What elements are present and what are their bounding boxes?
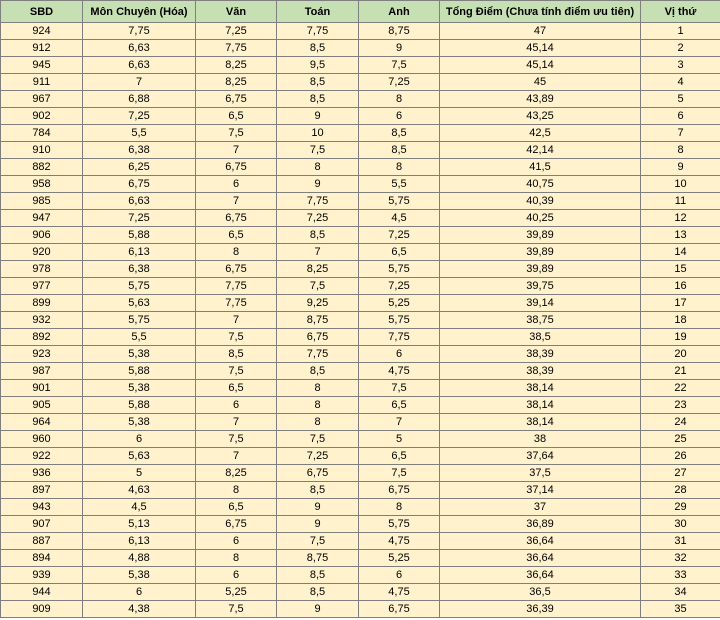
- cell-total[interactable]: 39,14: [440, 295, 641, 312]
- cell-rank[interactable]: 2: [641, 40, 720, 57]
- cell-literature[interactable]: 7,5: [196, 601, 277, 618]
- cell-total[interactable]: 37,14: [440, 482, 641, 499]
- table-header: [1, 1, 720, 23]
- cell-sbd[interactable]: 967: [1, 91, 83, 108]
- cell-english[interactable]: 8,5: [359, 142, 440, 159]
- cell-total[interactable]: 36,5: [440, 584, 641, 601]
- header-literature: Văn: [196, 1, 277, 23]
- cell-sbd[interactable]: 923: [1, 346, 83, 363]
- cell-rank[interactable]: 29: [641, 499, 720, 516]
- cell-rank[interactable]: 16: [641, 278, 720, 295]
- cell-english[interactable]: 8: [359, 499, 440, 516]
- cell-math[interactable]: 9: [277, 601, 359, 618]
- cell-total[interactable]: 38: [440, 431, 641, 448]
- table-row: [1, 482, 720, 499]
- cell-english[interactable]: 5,5: [359, 176, 440, 193]
- cell-english[interactable]: 5,75: [359, 193, 440, 210]
- cell-english[interactable]: 7,25: [359, 227, 440, 244]
- cell-total[interactable]: 39,89: [440, 261, 641, 278]
- cell-english[interactable]: 6: [359, 108, 440, 125]
- cell-english[interactable]: 6,5: [359, 244, 440, 261]
- cell-sbd[interactable]: 978: [1, 261, 83, 278]
- cell-sbd[interactable]: 901: [1, 380, 83, 397]
- cell-math[interactable]: 8,5: [277, 91, 359, 108]
- cell-sbd[interactable]: 936: [1, 465, 83, 482]
- cell-literature[interactable]: 7,5: [196, 329, 277, 346]
- cell-english[interactable]: 7: [359, 414, 440, 431]
- cell-english[interactable]: 4,75: [359, 363, 440, 380]
- header-sbd: SBD: [1, 1, 83, 23]
- cell-chemistry[interactable]: 4,88: [83, 550, 196, 567]
- cell-sbd[interactable]: 985: [1, 193, 83, 210]
- cell-math[interactable]: 10: [277, 125, 359, 142]
- cell-total[interactable]: 36,64: [440, 533, 641, 550]
- table-row: [1, 278, 720, 295]
- table-row: [1, 448, 720, 465]
- cell-math[interactable]: 7,5: [277, 142, 359, 159]
- cell-english[interactable]: 8,5: [359, 125, 440, 142]
- cell-total[interactable]: 39,89: [440, 244, 641, 261]
- cell-chemistry[interactable]: 6,63: [83, 40, 196, 57]
- cell-sbd[interactable]: 906: [1, 227, 83, 244]
- cell-chemistry[interactable]: 5,38: [83, 380, 196, 397]
- cell-rank[interactable]: 13: [641, 227, 720, 244]
- cell-chemistry[interactable]: 6: [83, 584, 196, 601]
- cell-rank[interactable]: 17: [641, 295, 720, 312]
- cell-sbd[interactable]: 882: [1, 159, 83, 176]
- cell-total[interactable]: 38,14: [440, 414, 641, 431]
- cell-chemistry[interactable]: 4,5: [83, 499, 196, 516]
- cell-math[interactable]: 8: [277, 380, 359, 397]
- cell-sbd[interactable]: 960: [1, 431, 83, 448]
- cell-total[interactable]: 43,89: [440, 91, 641, 108]
- cell-literature[interactable]: 6: [196, 533, 277, 550]
- cell-chemistry[interactable]: 6,38: [83, 142, 196, 159]
- cell-total[interactable]: 45: [440, 74, 641, 91]
- cell-literature[interactable]: 6: [196, 567, 277, 584]
- cell-total[interactable]: 36,64: [440, 567, 641, 584]
- cell-math[interactable]: 8,5: [277, 584, 359, 601]
- table-row: [1, 142, 720, 159]
- cell-english[interactable]: 5,25: [359, 295, 440, 312]
- cell-english[interactable]: 7,25: [359, 278, 440, 295]
- table-row: [1, 550, 720, 567]
- cell-rank[interactable]: 21: [641, 363, 720, 380]
- cell-sbd[interactable]: 902: [1, 108, 83, 125]
- cell-sbd[interactable]: 910: [1, 142, 83, 159]
- cell-rank[interactable]: 26: [641, 448, 720, 465]
- table-row: [1, 91, 720, 108]
- table-row: [1, 312, 720, 329]
- cell-sbd[interactable]: 945: [1, 57, 83, 74]
- cell-english[interactable]: 8,75: [359, 23, 440, 40]
- cell-sbd[interactable]: 944: [1, 584, 83, 601]
- cell-chemistry[interactable]: 6,13: [83, 244, 196, 261]
- cell-chemistry[interactable]: 6,13: [83, 533, 196, 550]
- cell-sbd[interactable]: 943: [1, 499, 83, 516]
- cell-sbd[interactable]: 932: [1, 312, 83, 329]
- table-row: [1, 601, 720, 618]
- cell-math[interactable]: 8,5: [277, 40, 359, 57]
- cell-literature[interactable]: 5,25: [196, 584, 277, 601]
- cell-math[interactable]: 7,5: [277, 431, 359, 448]
- cell-total[interactable]: 38,75: [440, 312, 641, 329]
- cell-sbd[interactable]: 905: [1, 397, 83, 414]
- cell-chemistry[interactable]: 7,75: [83, 23, 196, 40]
- cell-literature[interactable]: 6,5: [196, 380, 277, 397]
- table-row: [1, 516, 720, 533]
- cell-rank[interactable]: 5: [641, 91, 720, 108]
- table-row: [1, 329, 720, 346]
- cell-literature[interactable]: 8: [196, 550, 277, 567]
- cell-chemistry[interactable]: 7,25: [83, 210, 196, 227]
- cell-rank[interactable]: 31: [641, 533, 720, 550]
- table-row: [1, 74, 720, 91]
- cell-total[interactable]: 40,39: [440, 193, 641, 210]
- header-chemistry: Môn Chuyên (Hóa): [83, 1, 196, 23]
- cell-sbd[interactable]: 911: [1, 74, 83, 91]
- cell-math[interactable]: 9: [277, 516, 359, 533]
- cell-sbd[interactable]: 909: [1, 601, 83, 618]
- cell-english[interactable]: 8: [359, 91, 440, 108]
- table-row: [1, 567, 720, 584]
- table-row: [1, 159, 720, 176]
- cell-rank[interactable]: 28: [641, 482, 720, 499]
- header-math: Toán: [277, 1, 359, 23]
- cell-sbd[interactable]: 912: [1, 40, 83, 57]
- cell-chemistry[interactable]: 5,38: [83, 414, 196, 431]
- cell-literature[interactable]: 7: [196, 448, 277, 465]
- table-row: [1, 431, 720, 448]
- cell-rank[interactable]: 30: [641, 516, 720, 533]
- cell-math[interactable]: 9: [277, 108, 359, 125]
- cell-chemistry[interactable]: 6,63: [83, 193, 196, 210]
- cell-sbd[interactable]: 947: [1, 210, 83, 227]
- cell-english[interactable]: 4,75: [359, 533, 440, 550]
- cell-english[interactable]: 6,75: [359, 482, 440, 499]
- cell-literature[interactable]: 6,75: [196, 516, 277, 533]
- header-rank: Vị thứ: [641, 1, 720, 23]
- cell-math[interactable]: 9: [277, 499, 359, 516]
- cell-math[interactable]: 8,5: [277, 482, 359, 499]
- cell-literature[interactable]: 7: [196, 142, 277, 159]
- cell-sbd[interactable]: 897: [1, 482, 83, 499]
- header-total: Tổng Điểm (Chưa tính điểm ưu tiên): [440, 1, 641, 23]
- cell-chemistry[interactable]: 5,63: [83, 295, 196, 312]
- cell-rank[interactable]: 11: [641, 193, 720, 210]
- cell-sbd[interactable]: 899: [1, 295, 83, 312]
- cell-rank[interactable]: 12: [641, 210, 720, 227]
- table-row: [1, 346, 720, 363]
- cell-english[interactable]: 7,5: [359, 465, 440, 482]
- cell-math[interactable]: 8: [277, 159, 359, 176]
- cell-literature[interactable]: 7: [196, 193, 277, 210]
- cell-math[interactable]: 8,5: [277, 363, 359, 380]
- cell-literature[interactable]: 8,25: [196, 465, 277, 482]
- table-row: [1, 23, 720, 40]
- cell-rank[interactable]: 27: [641, 465, 720, 482]
- cell-literature[interactable]: 7,25: [196, 23, 277, 40]
- cell-math[interactable]: 9,25: [277, 295, 359, 312]
- cell-chemistry[interactable]: 5,88: [83, 227, 196, 244]
- cell-rank[interactable]: 19: [641, 329, 720, 346]
- cell-chemistry[interactable]: 5,75: [83, 312, 196, 329]
- cell-rank[interactable]: 34: [641, 584, 720, 601]
- table-row: [1, 108, 720, 125]
- cell-total[interactable]: 36,89: [440, 516, 641, 533]
- cell-sbd[interactable]: 907: [1, 516, 83, 533]
- cell-english[interactable]: 5,25: [359, 550, 440, 567]
- cell-rank[interactable]: 35: [641, 601, 720, 618]
- cell-english[interactable]: 9: [359, 40, 440, 57]
- cell-chemistry[interactable]: 5,75: [83, 278, 196, 295]
- table-row: [1, 533, 720, 550]
- cell-rank[interactable]: 7: [641, 125, 720, 142]
- cell-math[interactable]: 7,75: [277, 346, 359, 363]
- cell-math[interactable]: 8,75: [277, 312, 359, 329]
- cell-literature[interactable]: 7: [196, 312, 277, 329]
- table-row: [1, 465, 720, 482]
- cell-rank[interactable]: 23: [641, 397, 720, 414]
- cell-chemistry[interactable]: 5,38: [83, 346, 196, 363]
- cell-chemistry[interactable]: 6,25: [83, 159, 196, 176]
- cell-math[interactable]: 8: [277, 414, 359, 431]
- table-row: [1, 584, 720, 601]
- cell-english[interactable]: 6,5: [359, 397, 440, 414]
- cell-total[interactable]: 47: [440, 23, 641, 40]
- cell-sbd[interactable]: 977: [1, 278, 83, 295]
- cell-literature[interactable]: 7,75: [196, 295, 277, 312]
- cell-rank[interactable]: 24: [641, 414, 720, 431]
- cell-total[interactable]: 39,75: [440, 278, 641, 295]
- cell-literature[interactable]: 6: [196, 397, 277, 414]
- cell-literature[interactable]: 7,5: [196, 431, 277, 448]
- cell-chemistry[interactable]: 5,13: [83, 516, 196, 533]
- cell-total[interactable]: 36,39: [440, 601, 641, 618]
- cell-english[interactable]: 6: [359, 346, 440, 363]
- cell-english[interactable]: 4,75: [359, 584, 440, 601]
- cell-sbd[interactable]: 887: [1, 533, 83, 550]
- cell-math[interactable]: 7,25: [277, 448, 359, 465]
- cell-rank[interactable]: 10: [641, 176, 720, 193]
- cell-english[interactable]: 8: [359, 159, 440, 176]
- cell-literature[interactable]: 8,5: [196, 346, 277, 363]
- cell-sbd[interactable]: 784: [1, 125, 83, 142]
- cell-chemistry[interactable]: 5,88: [83, 363, 196, 380]
- cell-total[interactable]: 39,89: [440, 227, 641, 244]
- cell-sbd[interactable]: 987: [1, 363, 83, 380]
- cell-math[interactable]: 8: [277, 397, 359, 414]
- cell-literature[interactable]: 6,75: [196, 91, 277, 108]
- cell-chemistry[interactable]: 6,75: [83, 176, 196, 193]
- cell-math[interactable]: 8,5: [277, 74, 359, 91]
- table-row: [1, 176, 720, 193]
- cell-math[interactable]: 8,75: [277, 550, 359, 567]
- cell-total[interactable]: 38,14: [440, 397, 641, 414]
- cell-total[interactable]: 41,5: [440, 159, 641, 176]
- cell-chemistry[interactable]: 7: [83, 74, 196, 91]
- cell-literature[interactable]: 8: [196, 482, 277, 499]
- cell-rank[interactable]: 9: [641, 159, 720, 176]
- cell-math[interactable]: 7,5: [277, 278, 359, 295]
- cell-rank[interactable]: 3: [641, 57, 720, 74]
- cell-rank[interactable]: 14: [641, 244, 720, 261]
- cell-sbd[interactable]: 892: [1, 329, 83, 346]
- cell-sbd[interactable]: 894: [1, 550, 83, 567]
- cell-english[interactable]: 6,5: [359, 448, 440, 465]
- cell-literature[interactable]: 7,5: [196, 125, 277, 142]
- table-row: [1, 380, 720, 397]
- header-row: [1, 1, 720, 23]
- cell-literature[interactable]: 7,75: [196, 278, 277, 295]
- cell-chemistry[interactable]: 6,88: [83, 91, 196, 108]
- cell-literature[interactable]: 8,25: [196, 74, 277, 91]
- table-row: [1, 40, 720, 57]
- cell-rank[interactable]: 20: [641, 346, 720, 363]
- cell-rank[interactable]: 25: [641, 431, 720, 448]
- cell-math[interactable]: 9,5: [277, 57, 359, 74]
- cell-total[interactable]: 43,25: [440, 108, 641, 125]
- cell-math[interactable]: 9: [277, 176, 359, 193]
- cell-total[interactable]: 36,64: [440, 550, 641, 567]
- cell-total[interactable]: 40,25: [440, 210, 641, 227]
- cell-literature[interactable]: 6,5: [196, 499, 277, 516]
- cell-rank[interactable]: 18: [641, 312, 720, 329]
- cell-chemistry[interactable]: 6: [83, 431, 196, 448]
- cell-literature[interactable]: 6,5: [196, 227, 277, 244]
- cell-rank[interactable]: 6: [641, 108, 720, 125]
- cell-chemistry[interactable]: 5,5: [83, 329, 196, 346]
- cell-literature[interactable]: 6,75: [196, 159, 277, 176]
- cell-rank[interactable]: 33: [641, 567, 720, 584]
- cell-english[interactable]: 7,25: [359, 74, 440, 91]
- cell-literature[interactable]: 8: [196, 244, 277, 261]
- table-row: [1, 363, 720, 380]
- cell-literature[interactable]: 7: [196, 414, 277, 431]
- cell-sbd[interactable]: 922: [1, 448, 83, 465]
- cell-sbd[interactable]: 964: [1, 414, 83, 431]
- cell-total[interactable]: 37: [440, 499, 641, 516]
- cell-english[interactable]: 6,75: [359, 601, 440, 618]
- cell-total[interactable]: 37,64: [440, 448, 641, 465]
- cell-chemistry[interactable]: 4,63: [83, 482, 196, 499]
- cell-total[interactable]: 38,14: [440, 380, 641, 397]
- cell-total[interactable]: 42,14: [440, 142, 641, 159]
- cell-chemistry[interactable]: 5,63: [83, 448, 196, 465]
- cell-chemistry[interactable]: 5,88: [83, 397, 196, 414]
- cell-total[interactable]: 38,39: [440, 346, 641, 363]
- cell-sbd[interactable]: 939: [1, 567, 83, 584]
- cell-chemistry[interactable]: 7,25: [83, 108, 196, 125]
- cell-math[interactable]: 7: [277, 244, 359, 261]
- cell-total[interactable]: 40,75: [440, 176, 641, 193]
- cell-literature[interactable]: 7,75: [196, 40, 277, 57]
- table-body: [1, 23, 720, 618]
- cell-rank[interactable]: 4: [641, 74, 720, 91]
- cell-chemistry[interactable]: 5,5: [83, 125, 196, 142]
- cell-chemistry[interactable]: 5: [83, 465, 196, 482]
- cell-chemistry[interactable]: 6,38: [83, 261, 196, 278]
- cell-literature[interactable]: 6,5: [196, 108, 277, 125]
- cell-english[interactable]: 5,75: [359, 312, 440, 329]
- cell-literature[interactable]: 6: [196, 176, 277, 193]
- cell-literature[interactable]: 8,25: [196, 57, 277, 74]
- cell-math[interactable]: 6,75: [277, 329, 359, 346]
- cell-sbd[interactable]: 920: [1, 244, 83, 261]
- table-row: [1, 499, 720, 516]
- cell-math[interactable]: 7,75: [277, 23, 359, 40]
- cell-english[interactable]: 6: [359, 567, 440, 584]
- cell-total[interactable]: 45,14: [440, 40, 641, 57]
- table-row: [1, 397, 720, 414]
- table-row: [1, 414, 720, 431]
- cell-literature[interactable]: 7,5: [196, 363, 277, 380]
- cell-chemistry[interactable]: 5,38: [83, 567, 196, 584]
- cell-english[interactable]: 5,75: [359, 261, 440, 278]
- cell-english[interactable]: 5,75: [359, 516, 440, 533]
- cell-math[interactable]: 7,75: [277, 193, 359, 210]
- cell-rank[interactable]: 1: [641, 23, 720, 40]
- cell-math[interactable]: 6,75: [277, 465, 359, 482]
- cell-english[interactable]: 4,5: [359, 210, 440, 227]
- cell-rank[interactable]: 32: [641, 550, 720, 567]
- table-row: [1, 244, 720, 261]
- header-english: Anh: [359, 1, 440, 23]
- cell-total[interactable]: 37,5: [440, 465, 641, 482]
- cell-sbd[interactable]: 958: [1, 176, 83, 193]
- cell-math[interactable]: 8,5: [277, 567, 359, 584]
- cell-chemistry[interactable]: 4,38: [83, 601, 196, 618]
- cell-total[interactable]: 45,14: [440, 57, 641, 74]
- cell-math[interactable]: 8,25: [277, 261, 359, 278]
- cell-math[interactable]: 8,5: [277, 227, 359, 244]
- cell-english[interactable]: 7,75: [359, 329, 440, 346]
- cell-math[interactable]: 7,5: [277, 533, 359, 550]
- cell-english[interactable]: 5: [359, 431, 440, 448]
- cell-rank[interactable]: 22: [641, 380, 720, 397]
- cell-literature[interactable]: 6,75: [196, 210, 277, 227]
- table-row: [1, 210, 720, 227]
- table-row: [1, 125, 720, 142]
- cell-total[interactable]: 42,5: [440, 125, 641, 142]
- cell-english[interactable]: 7,5: [359, 57, 440, 74]
- table-row: [1, 193, 720, 210]
- cell-literature[interactable]: 6,75: [196, 261, 277, 278]
- table-row: [1, 261, 720, 278]
- table-row: [1, 227, 720, 244]
- cell-rank[interactable]: 15: [641, 261, 720, 278]
- cell-rank[interactable]: 8: [641, 142, 720, 159]
- table-row: [1, 295, 720, 312]
- cell-total[interactable]: 38,39: [440, 363, 641, 380]
- cell-sbd[interactable]: 924: [1, 23, 83, 40]
- cell-chemistry[interactable]: 6,63: [83, 57, 196, 74]
- cell-english[interactable]: 7,5: [359, 380, 440, 397]
- table-row: [1, 57, 720, 74]
- cell-total[interactable]: 38,5: [440, 329, 641, 346]
- cell-math[interactable]: 7,25: [277, 210, 359, 227]
